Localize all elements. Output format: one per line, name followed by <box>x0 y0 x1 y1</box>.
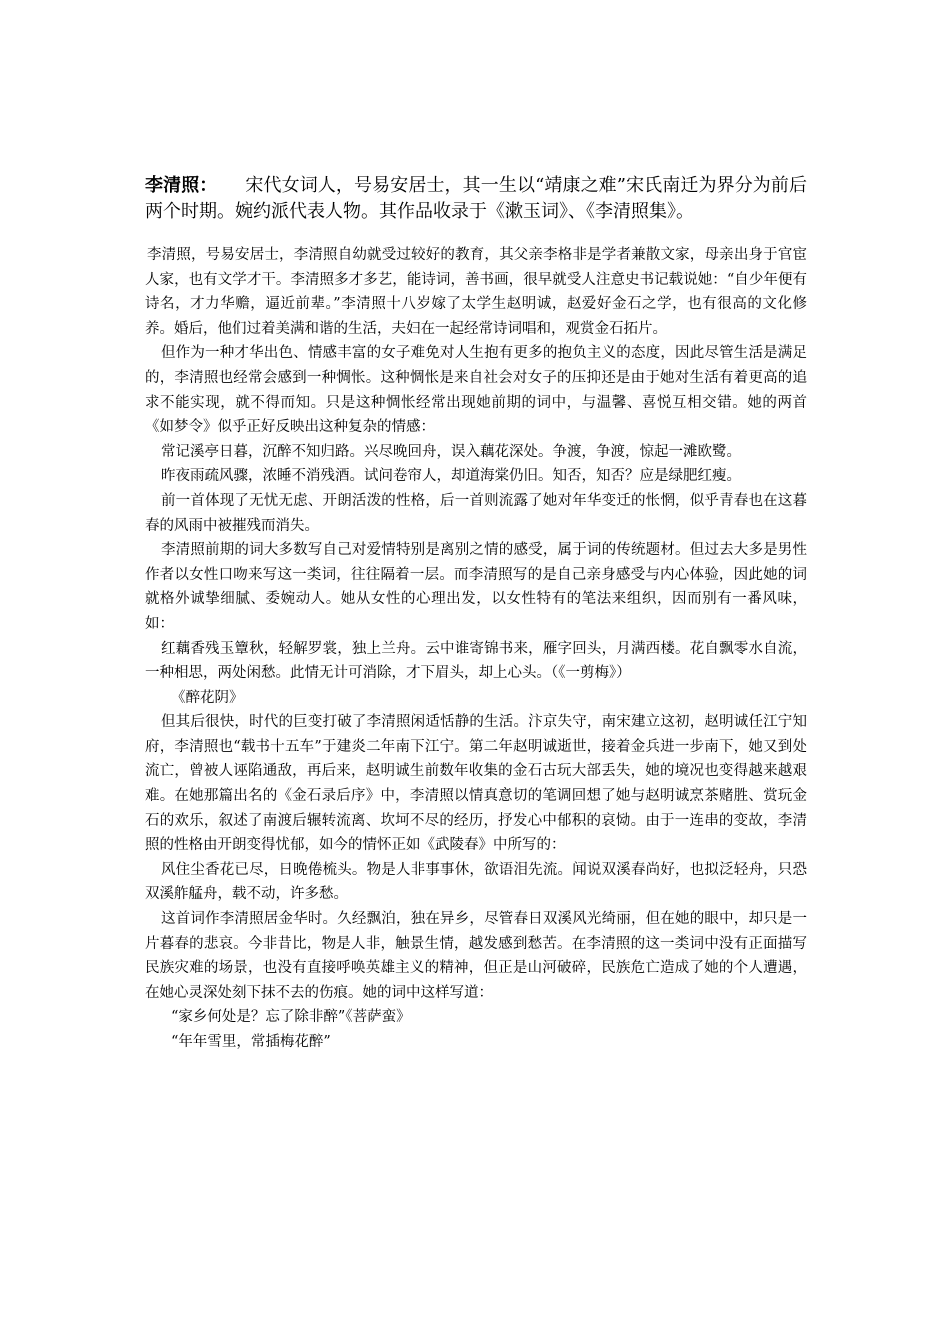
quote-meihua: “年年雪里，常插梅花醉” <box>171 1034 331 1050</box>
quote-pusaman: “家乡何处是？忘了除非醉”《菩萨蛮》 <box>171 1009 411 1026</box>
poem-title-zuihuayin: 《醉花阴》 <box>171 689 244 706</box>
intro-text: 宋代女词人，号易安居士，其一生以“靖康之难”宋氏南迁为界分为前后两个时期。婉约派代表人物。其作品收录于《漱玉词》、《李清照集》。 <box>145 175 808 222</box>
poem-wulingchun: 风住尘香花已尽，日晚倦梳头。物是人非事事休，欲语泪先流。闻说双溪春尚好，也拟泛轻舟，只恐双溪舴艋舟，载不动，许多愁。 <box>145 861 807 903</box>
paragraph-jinhua: 这首词作李清照居金华时。久经飘泊，独在异乡，尽管春日双溪风光绮丽，但在她的眼中，却只是一片暮春的悲哀。今非昔比，物是人非，触景生情，越发感到愁苦。在李清照的这一类词中没有正面描写民族灾难的场景，也没有直接呼唤英雄主义的精神，但正是山河破碎，民族危亡造成了她的个人遭遇，在她心灵深处刻下抹不去的伤痕。她的词中这样写道： <box>145 911 807 1001</box>
poem-yijianmei: 红藕香残玉簟秋，轻解罗裳，独上兰舟。云中谁寄锦书来，雁字回头，月满西楼。花自飘零水自流，一种相思，两处闲愁。此情无计可消除，才下眉头，却上心头。（《一剪梅》） <box>145 640 807 682</box>
paragraph-biography: 李清照，号易安居士，李清照自幼就受过较好的教育，其父亲李格非是学者兼散文家，母亲出身于官宦人家，也有文学才干。李清照多才多艺，能诗词，善书画，很早就受人注意史书记载说她：“自少年便有诗名，才力华赡，逼近前辈。”李清照十八岁嫁了太学生赵明诚，赵爱好金石之学，也有很高的文化修养。婚后，他们过着美满和谐的生活，夫妇在一起经常诗词唱和，观赏金石拓片。 <box>145 247 807 337</box>
paragraph-later-life: 但其后很快，时代的巨变打破了李清照闲适恬静的生活。汴京失守，南宋建立这初，赵明诚任江宁知府，李清照也“载书十五车”于建炎二年南下江宁。第二年赵明诚逝世，接着金兵进一步南下，她又到处流亡，曾被人诬陷通敌，再后来，赵明诚生前数年收集的金石古玩大部丢失，她的境况也变得越来越艰难。在她那篇出名的《金石录后序》中，李清照以情真意切的笔调回想了她与赵明诚烹茶赌胜、赏玩金石的欢乐，叙述了南渡后辗转流离、坎坷不尽的经历，抒发心中郁积的哀恸。由于一连串的变故，李清照的性格由开朗变得忧郁，如今的情怀正如《武陵春》中所写的： <box>145 714 807 854</box>
intro-paragraph <box>145 173 807 225</box>
poem-rumengling-2: 昨夜雨疏风骤，浓睡不消残酒。试问卷帘人，却道海棠仍旧。知否，知否？应是绿肥红瘦。 <box>161 468 741 485</box>
paragraph-early-works: 李清照前期的词大多数写自己对爱情特别是离别之情的感受，属于词的传统题材。但过去大多是男性作者以女性口吻来写这一类词，往往隔着一层。而李清照写的是自己亲身感受与内心体验，因此她的词就格外诚挚细腻、委婉动人。她从女性的心理出发，以女性特有的笔法来组织，因而别有一番风味，如： <box>145 542 807 632</box>
paragraph-comparison: 前一首体现了无忧无虑、开朗活泼的性格，后一首则流露了她对年华变迁的怅惘，似乎青春也在这暮春的风雨中被摧残而消失。 <box>145 492 807 534</box>
document-body <box>145 173 807 1055</box>
paragraph-melancholy: 但作为一种才华出色、情感丰富的女子难免对人生抱有更多的抱负主义的态度，因此尽管生活是满足的，李清照也经常会感到一种惆怅。这种惆怅是来自社会对女子的压抑还是由于她对生活有着更高的追求不能实现，就不得而知。只是这种惆怅经常出现她前期的词中，与温馨、喜悦互相交错。她的两首《如梦令》似乎正好反映出这种复杂的情感： <box>145 345 807 436</box>
author-name-heading: 李清照： <box>145 175 218 196</box>
poem-rumengling-1: 常记溪亭日暮，沉醉不知归路。兴尽晚回舟，误入藕花深处。争渡，争渡，惊起一滩欧鹭。 <box>161 443 741 460</box>
